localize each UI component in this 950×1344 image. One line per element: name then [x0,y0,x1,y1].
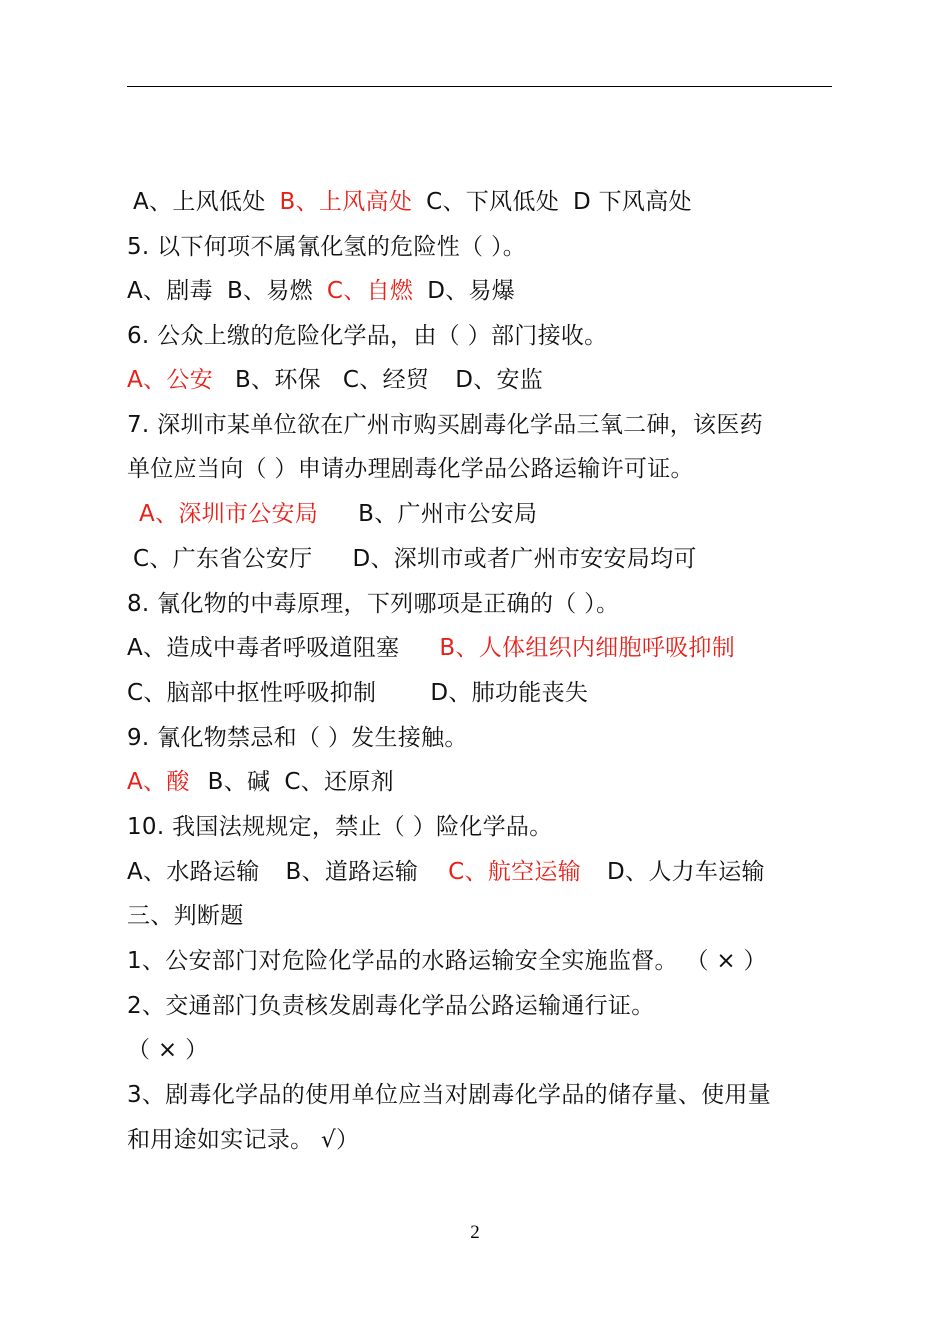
q9-options [127,767,394,797]
q9-stem: 9. 氰化物禁忌和（ ）发生接触。 [127,725,468,751]
q10-option-a: A、水路运输 [127,859,260,885]
q9-option-b: B、碱 [207,769,271,795]
q6-option-c: C、经贸 [342,367,430,393]
q10-option-d: D、人力车运输 [607,859,765,885]
q7-option-c: C、广东省公安厅 [133,546,313,572]
q8-options-row2 [127,678,588,708]
q5-stem: 5. 以下何项不属氰化氢的危险性（ ）。 [127,234,527,260]
q8-options-row1 [127,633,735,663]
judgment-2-answer: （ × ） [127,1037,209,1063]
q10-stem: 10. 我国法规规定，禁止（ ）险化学品。 [127,814,553,840]
q10-options [127,857,765,887]
q6-option-d: D、安监 [455,367,544,393]
q8-option-d: D、肺功能丧失 [430,680,589,706]
q8-stem: 8. 氰化物的中毒原理，下列哪项是正确的（ ）。 [127,591,620,617]
q9-option-c: C、还原剂 [284,769,394,795]
q5-option-c-answer: C、自燃 [326,278,414,304]
q5-option-d: D、易爆 [427,278,516,304]
q8-option-c: C、脑部中抠性呼吸抑制 [127,680,377,706]
judgment-2: 2、交通部门负责核发剧毒化学品公路运输通行证。 [127,993,655,1019]
q4-option-b-answer: B、上风高处 [279,189,413,215]
q4-options [133,187,692,217]
q4-option-c: C、下风低处 [426,189,560,215]
page-number: 2 [470,1222,480,1243]
q9-option-a-answer: A、酸 [127,769,190,795]
q6-options [127,365,543,395]
judgment-1: 1、公安部门对危险化学品的水路运输安全实施监督。 （ × ） [127,948,767,974]
judgment-3-line1: 3、剧毒化学品的使用单位应当对剧毒化学品的储存量、使用量 [127,1082,772,1108]
q5-option-b: B、易燃 [226,278,313,304]
q7-option-a-answer: A、深圳市公安局 [139,501,319,527]
q7-option-b: B、广州市公安局 [358,501,538,527]
q8-option-b-answer: B、人体组织内细胞呼吸抑制 [439,635,736,661]
q7-stem-line2: 单位应当向（ ）申请办理剧毒化学品公路运输许可证。 [127,456,694,482]
q7-stem-line1: 7. 深圳市某单位欲在广州市购买剧毒化学品三氧二砷，该医药 [127,412,763,438]
q5-option-a: A、剧毒 [127,278,213,304]
q10-option-b: B、道路运输 [285,859,419,885]
q7-option-d: D、深圳市或者广州市安安局均可 [352,546,697,572]
q4-option-d: D 下风高处 [573,189,692,215]
section3-heading: 三、判断题 [127,903,244,929]
judgment-3-line2: 和用途如实记录。 √） [127,1127,360,1153]
q7-options-row2 [133,544,697,574]
q8-option-a: A、造成中毒者呼吸道阻塞 [127,635,400,661]
q5-options [127,276,515,306]
q4-option-a: A、上风低处 [133,189,266,215]
q7-options-row1 [139,499,537,529]
q6-stem: 6. 公众上缴的危险化学品，由（ ）部门接收。 [127,323,608,349]
q6-option-a-answer: A、公安 [127,367,213,393]
q10-option-c-answer: C、航空运输 [448,859,582,885]
q6-option-b: B、环保 [234,367,321,393]
header-rule [127,86,832,87]
